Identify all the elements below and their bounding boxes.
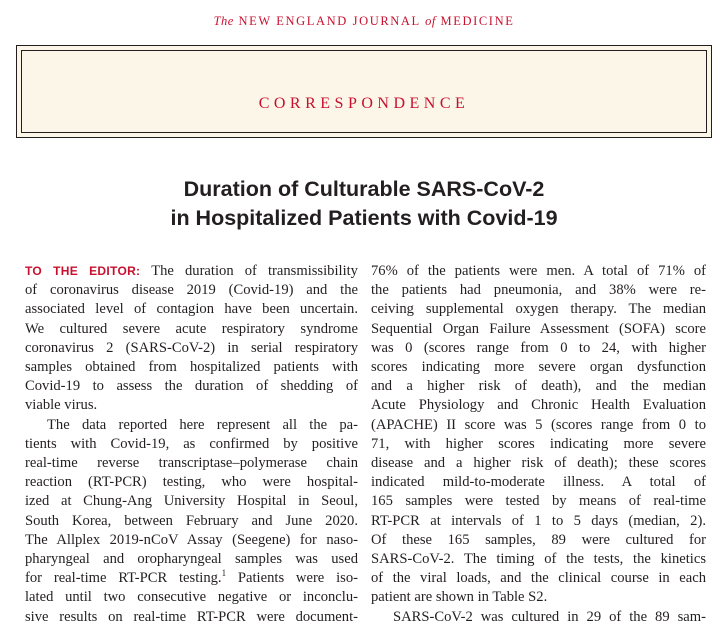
body-line: indicated mild-to-moderate illness. A total of	[371, 474, 706, 491]
journal-the: The	[213, 14, 234, 28]
body-line: South Korea, between February and June 2020.	[25, 512, 358, 529]
body-line: RT-PCR at intervals of 1 to 5 days (median, 2).	[371, 512, 706, 529]
body-line: disease and a higher risk of death); these scores	[371, 455, 706, 472]
section-banner	[16, 45, 712, 138]
article-title-line-2: in Hospitalized Patients with Covid-19	[170, 206, 558, 230]
body-line: sive results on real-time RT-PCR were document-	[25, 608, 358, 625]
body-line	[25, 569, 358, 588]
body-line: 71, with higher scores indicating more severe	[371, 435, 706, 452]
lead-in: TO THE EDITOR:	[25, 264, 141, 278]
body-line: patient are shown in Table S2.	[371, 589, 548, 606]
body-line: was 0 (scores range from 0 to 24, with higher	[371, 339, 706, 356]
body-line: ceiving supplemental oxygen therapy. The median	[371, 301, 706, 318]
journal-name-part2: MEDICINE	[440, 14, 515, 28]
body-line: pharyngeal and oropharyngeal samples was used	[25, 551, 358, 568]
body-line: 165 samples were tested by means of real-time	[371, 493, 706, 510]
body-line: Acute Physiology and Chronic Health Evaluation	[371, 397, 706, 414]
body-line: of coronavirus disease 2019 (Covid-19) and the	[25, 282, 358, 299]
body-line: The data reported here represent all the pa-	[47, 416, 358, 433]
body-line: Sequential Organ Failure Assessment (SOFA) score	[371, 320, 706, 337]
body-line	[25, 262, 358, 281]
body-line: reaction (RT-PCR) testing, who were hospital-	[25, 474, 358, 491]
body-line: scores indicating more severe organ dysfunction	[371, 359, 706, 376]
journal-name-part1: NEW ENGLAND JOURNAL	[238, 14, 421, 28]
body-line: real-time reverse transcriptase–polymerase chain	[25, 455, 358, 472]
body-line: of the viral loads, and the clinical course in each	[371, 570, 706, 587]
body-line: ized at Chung-Ang University Hospital in Seoul,	[25, 493, 358, 510]
body-line: (APACHE) II score was 5 (scores range from 0 to	[371, 416, 706, 433]
body-line: The Allplex 2019-nCoV Assay (Seegene) for naso-	[25, 531, 358, 548]
body-line-text: for real-time RT-PCR testing.	[25, 570, 222, 587]
journal-of: of	[425, 14, 436, 28]
journal-header	[0, 14, 728, 29]
article-title-line-1: Duration of Culturable SARS-CoV-2	[183, 177, 545, 201]
body-line: coronavirus 2 (SARS-CoV-2) in serial respiratory	[25, 339, 358, 356]
body-line: and a higher risk of death), and the median	[371, 378, 706, 395]
body-line: SARS-CoV-2 was cultured in 29 of the 89 sam-	[393, 608, 706, 625]
body-line: Covid-19 to assess the duration of shedding of	[25, 378, 358, 395]
body-line: SARS-CoV-2. The timing of the tests, the kinetics	[371, 551, 706, 568]
body-line: lated until two consecutive negative or inconclu-	[25, 589, 358, 606]
body-line: samples obtained from hospitalized patients with	[25, 359, 358, 376]
body-line-text: Patients were iso-	[237, 570, 358, 587]
section-title: CORRESPONDENCE	[258, 95, 470, 112]
body-line: We cultured severe acute respiratory syndrome	[25, 320, 358, 337]
body-line: tients with Covid-19, as confirmed by positive	[25, 435, 358, 452]
footnote-reference[interactable]: 1	[221, 568, 227, 579]
body-line: 76% of the patients were men. A total of 71% of	[371, 263, 706, 279]
body-column-right	[371, 262, 706, 627]
body-line: the patients had pneumonia, and 38% were re-	[371, 282, 706, 299]
body-line: viable virus.	[25, 397, 98, 414]
section-banner-inner-border	[21, 50, 707, 133]
body-line: Of these 165 samples, 89 were cultured for	[371, 531, 706, 548]
body-line: associated level of contagion have been uncertain.	[25, 301, 358, 318]
body-line-text: The duration of transmissibility	[151, 263, 358, 279]
body-column-left	[25, 262, 358, 627]
article-title	[0, 175, 728, 233]
